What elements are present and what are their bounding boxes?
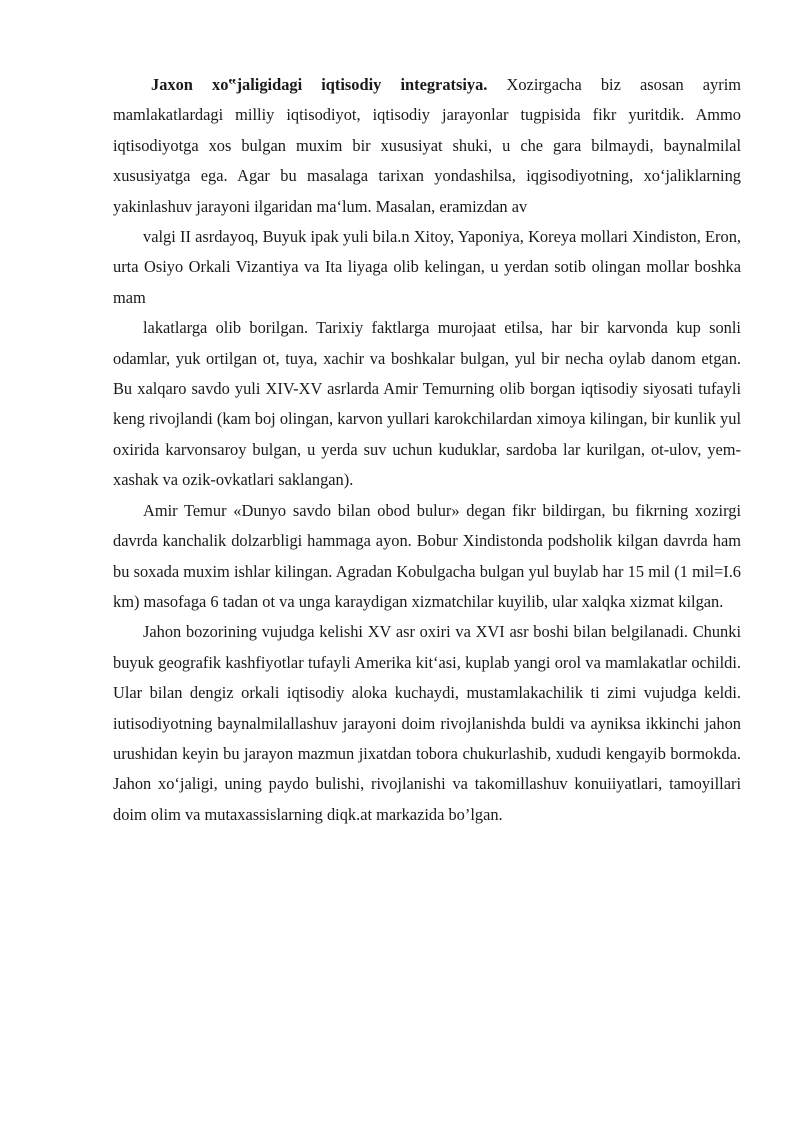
paragraph-intro (113, 70, 741, 222)
document-page (113, 70, 741, 830)
section-heading: Jaxon xo‟jaligidagi iqtisodiy integratsiya. (151, 75, 488, 94)
paragraph-trade-history: lakatlarga olib borilgan. Tarixiy faktlarga murojaat etilsa, har bir karvonda kup sonli odamlar, yuk ortilgan ot, tuya, xachir va boshkalar bulgan, yul bir necha oylab danom etgan. Bu xalqaro savdo yuli XIV-XV asrlarda Amir Temurning olib borgan iqtisodiy siyosati tufayli keng rivojlandi (kam boj olingan, karvon yullari karokchilardan ximoya kilingan, bir kunlik yul oxirida karvonsaroy bulgan, u yerda suv uchun kuduklar, sardoba lar kurilgan, ot-ulov, yem-xashak va ozik-ovkatlari saklangan). (113, 318, 741, 490)
paragraph-silk-road: valgi II asrdayoq, Buyuk ipak yuli bila.n Xitoy, Yaponiya, Koreya mollari Xindiston, Eron, urta Osiyo Orkali Vizantiya va Ita liyaga olib kelingan, u yerdan sotib olingan mollar boshka mam (113, 227, 741, 307)
paragraph-amir-temur: Amir Temur «Dunyo savdo bilan obod bulur» degan fikr bildirgan, bu fikrning xozirgi davrda kanchalik dolzarbligi hammaga ayon. Bobur Xindistonda podsholik kilgan davrda ham bu soxada muxim ishlar kilingan. Agradan Kobulgacha bulgan yul buylab har 15 mil (1 mil=I.6 km) masofaga 6 tadan ot va unga karaydigan xizmatchilar kuyilib, ular xalqka xizmat kilgan. (113, 500, 741, 611)
paragraph-world-market: Jahon bozorining vujudga kelishi XV asr oxiri va XVI asr boshi bilan belgilanadi. Chunki buyuk geografik kashfiyotlar tufayli Amerika kit‘asi, kuplab yangi orol va mamlakatlar ochildi. Ular bilan dengiz orkali iqtisodiy aloka kuchaydi, mustamlakachilik ti zimi vujudga keldi. iutisodiyotning baynalmilallashuv jarayoni doim rivojlanishda buldi va ayniksa ikkinchi jahon urushidan keyin bu jarayon mazmun jixatdan tobora chukurlashib, xududi kengayib bormokda. Jahon xo‘jaligi, uning paydo bulishi, rivojlanishi va takomillashuv konuiiyatlari, tamoyillari doim olim va mutaxassislarning diqk.at markazida bo’lgan. (113, 622, 741, 824)
paragraph-text: Xozirgacha biz asosan ayrim mamlakatlardagi milliy iqtisodiyot, iqtisodiy jarayonlar tugpisida fikr yuritdik. Ammo iqtisodiyotga xos bulgan muxim bir xususiyat shuki, u che gara bilmaydi, baynalmilal xususiyatga ega. Agar bu masalaga tarixan yondashilsa, iqgisodiyotning, xo‘jaliklarning yakinlashuv jarayoni ilgaridan ma‘lum. Masalan, eramizdan av (113, 75, 741, 216)
